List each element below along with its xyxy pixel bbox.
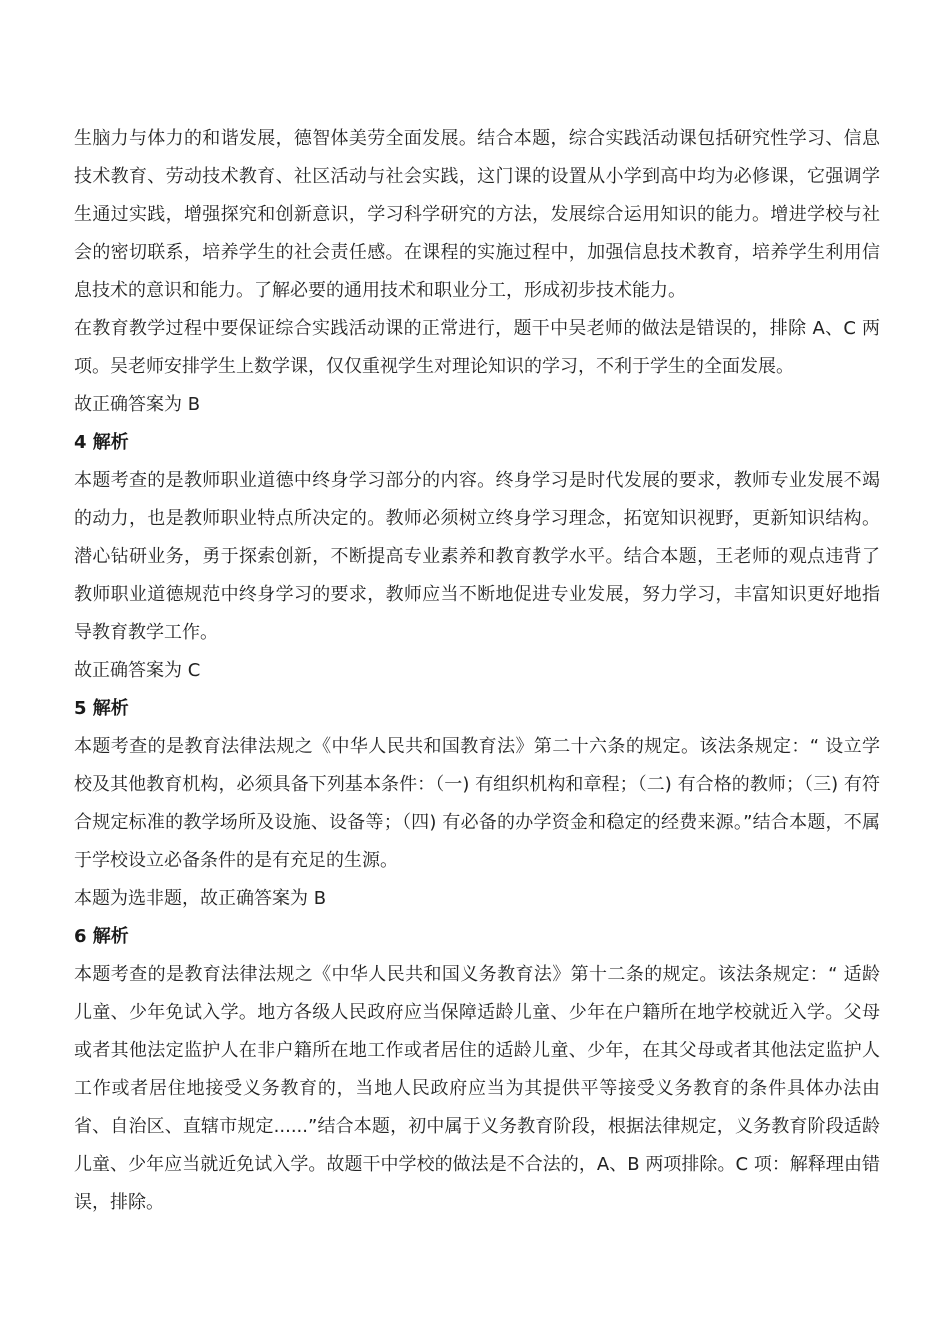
document-page [74,120,880,1222]
heading-q5: 5 解析 [74,698,129,719]
paragraph-q3-explanation-continued: 生脑力与体力的和谐发展，德智体美劳全面发展。结合本题，综合实践活动课包括研究性学习、信息技术教育、劳动技术教育、社区活动与社会实践，这门课的设置从小学到高中均为必修课，它强调学生通过实践，增强探究和创新意识，学习科学研究的方法，发展综合运用知识的能力。增进学校与社会的密切联系，培养学生的社会责任感。在课程的实施过程中，加强信息技术教育，培养学生利用信息技术的意识和能力。了解必要的通用技术和职业分工，形成初步技术能力。 [74,128,880,301]
answer-q3: 故正确答案为 B [74,394,201,415]
paragraph-q3-analysis: 在教育教学过程中要保证综合实践活动课的正常进行，题干中吴老师的做法是错误的，排除 A、C 两项。吴老师安排学生上数学课，仅仅重视学生对理论知识的学习，不利于学生的全面发展。 [74,318,880,377]
paragraph-q5-explanation: 本题考查的是教育法律法规之《中华人民共和国教育法》第二十六条的规定。该法条规定：“ 设立学校及其他教育机构，必须具备下列基本条件：（一) 有组织机构和章程；（二) 有合格的教师；（三) 有符合规定标准的教学场所及设施、设备等；（四) 有必备的办学资金和稳定的经费来源。”结合本题，不属于学校设立必备条件的是有充足的生源。 [74,736,880,871]
paragraph-q6-explanation: 本题考查的是教育法律法规之《中华人民共和国义务教育法》第十二条的规定。该法条规定：“ 适龄儿童、少年免试入学。地方各级人民政府应当保障适龄儿童、少年在户籍所在地学校就近入学。父母或者其他法定监护人在非户籍所在地工作或者居住的适龄儿童、少年，在其父母或者其他法定监护人工作或者居住地接受义务教育的，当地人民政府应当为其提供平等接受义务教育的条件具体办法由省、自治区、直辖市规定......”结合本题，初中属于义务教育阶段，根据法律规定，义务教育阶段适龄儿童、少年应当就近免试入学。故题干中学校的做法是不合法的，A、B 两项排除。C 项：解释理由错误，排除。 [74,964,880,1213]
answer-q5: 本题为选非题，故正确答案为 B [74,888,327,909]
answer-q4: 故正确答案为 C [74,660,201,681]
heading-q6: 6 解析 [74,926,129,947]
heading-q4: 4 解析 [74,432,129,453]
paragraph-q4-explanation: 本题考查的是教师职业道德中终身学习部分的内容。终身学习是时代发展的要求，教师专业发展不竭的动力，也是教师职业特点所决定的。教师必须树立终身学习理念，拓宽知识视野，更新知识结构。潜心钻研业务，勇于探索创新，不断提高专业素养和教育教学水平。结合本题，王老师的观点违背了教师职业道德规范中终身学习的要求，教师应当不断地促进专业发展，努力学习，丰富知识更好地指导教育教学工作。 [74,470,880,643]
